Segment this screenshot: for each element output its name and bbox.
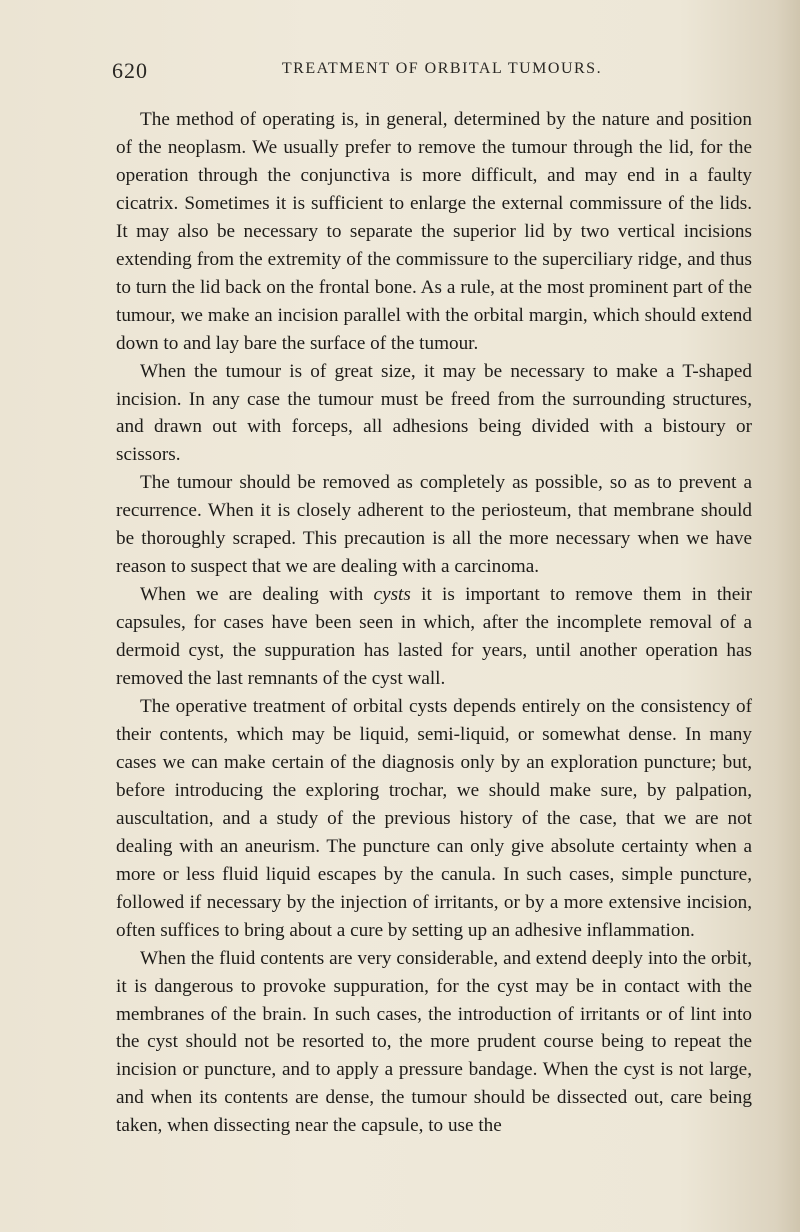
paragraph	[116, 581, 752, 693]
page-number: 620	[112, 58, 148, 83]
paragraph-text: it is important to remove them in their capsules, for cases have been seen in which, after the incomplete removal of a dermoid cyst, the suppuration has lasted for years, until another operation has removed the last remnants of the cyst wall.	[116, 584, 752, 690]
italic-term: cysts	[373, 584, 411, 606]
paragraph: The method of operating is, in general, determined by the nature and position of the neoplasm. We usually prefer to remove the tumour through the lid, for the operation through the conjunctiva is more difficult, and may end in a faulty cicatrix. Sometimes it is sufficient to enlarge the external commissure of the lids. It may also be necessary to separate the superior lid by two vertical incisions extending from the extremity of the commissure to the superciliary ridge, and thus to turn the lid back on the frontal bone. As a rule, at the most prominent part of the tumour, we make an incision parallel with the orbital margin, which should extend down to and lay bare the surface of the tumour.	[116, 109, 752, 354]
paragraph: The operative treatment of orbital cysts depends entirely on the consistency of their contents, which may be liquid, semi-liquid, or somewhat dense. In many cases we can make certain of the diagnosis only by an exploration puncture; but, before introducing the exploring trochar, we should make sure, by palpation, auscultation, and a study of the previous history of the case, that we are not dealing with an aneurism. The puncture can only give absolute certainty when a more or less fluid liquid escapes by the canula. In such cases, simple puncture, followed if necessary by the injection of irritants, or by a more extensive incision, often suffices to bring about a cure by setting up an adhesive inflammation.	[116, 696, 752, 941]
paragraph: When the tumour is of great size, it may be necessary to make a T-shaped incision. In any case the tumour must be freed from the surrounding structures, and drawn out with forceps, all adhesions being divided with a bistoury or scissors.	[116, 360, 752, 466]
paragraph: When the fluid contents are very considerable, and extend deeply into the orbit, it is dangerous to provoke suppuration, for the cyst may be in contact with the membranes of the brain. In such cases, the introduction of irritants or of lint into the cyst should not be resorted to, the more prudent course being to repeat the incision or puncture, and to apply a pressure bandage. When the cyst is not large, and when its contents are dense, the tumour should be dissected out, care being taken, when dissecting near the capsule, to use the	[116, 947, 752, 1137]
paragraph: The tumour should be removed as completely as possible, so as to prevent a recurrence. When it is closely adherent to the periosteum, that membrane should be thoroughly scraped. This precaution is all the more necessary when we have reason to suspect that we are dealing with a carcinoma.	[116, 472, 752, 578]
page-header	[112, 58, 752, 86]
running-head: TREATMENT OF ORBITAL TUMOURS.	[281, 60, 603, 77]
body-text	[116, 106, 752, 1140]
paragraph-text: When we are dealing with	[140, 584, 374, 606]
